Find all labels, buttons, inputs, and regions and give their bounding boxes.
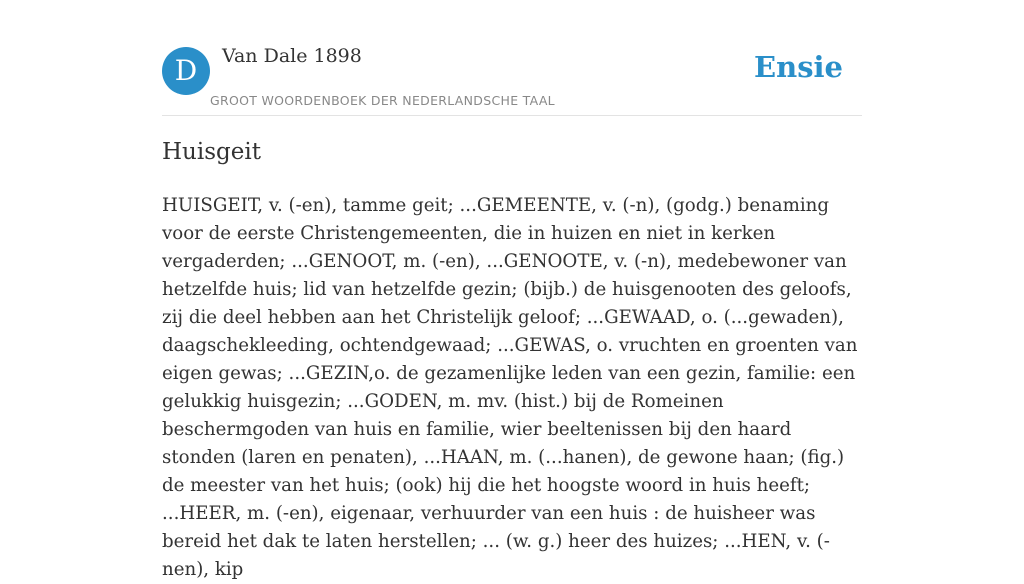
source-logo-icon[interactable]: D xyxy=(162,47,210,95)
dictionary-page xyxy=(162,0,862,580)
source-subtitle: GROOT WOORDENBOEK DER NEDERLANDSCHE TAAL xyxy=(210,93,555,108)
entry-definition: HUISGEIT, v. (-en), tamme geit; ...GEMEENTE, v. (-n), (godg.) benaming voor de eerste Christengemeenten, die in huizen en niet in kerken vergaderden; ...GENOOT, m. (-en), ...GENOOTE, v. (-n), medebewoner van hetzelfde huis; lid van hetzelfde gezin; (bijb.) de huisgenooten des geloofs, zij die deel hebben aan het Christelijk geloof; ...GEWAAD, o. (...gewaden), daagschekleeding, ochtendgewaad; ...GEWAS, o. vruchten en groenten van eigen gewas; ...GEZIN,o. de gezamenlijke leden van een gezin, familie: een gelukkig huisgezin; ...GODEN, m. mv. (hist.) bij de Romeinen beschermgoden van huis en familie, wier beeltenissen bij den haard stonden (laren en penaten), ...HAAN, m. (...hanen), de gewone haan; (fig.) de meester van het huis; (ook) hij die het hoogste woord in huis heeft; ...HEER, m. (-en), eigenaar, verhuurder van een huis : de huisheer was bereid het dak te laten herstellen; ... (w. g.) heer des huizes; ...HEN, v. (-nen), kip xyxy=(162,195,858,580)
source-title[interactable]: Van Dale 1898 xyxy=(222,45,362,67)
source-header xyxy=(162,0,862,116)
entry-headword: Huisgeit xyxy=(162,139,261,165)
brand-logo[interactable]: Ensie xyxy=(754,50,843,84)
